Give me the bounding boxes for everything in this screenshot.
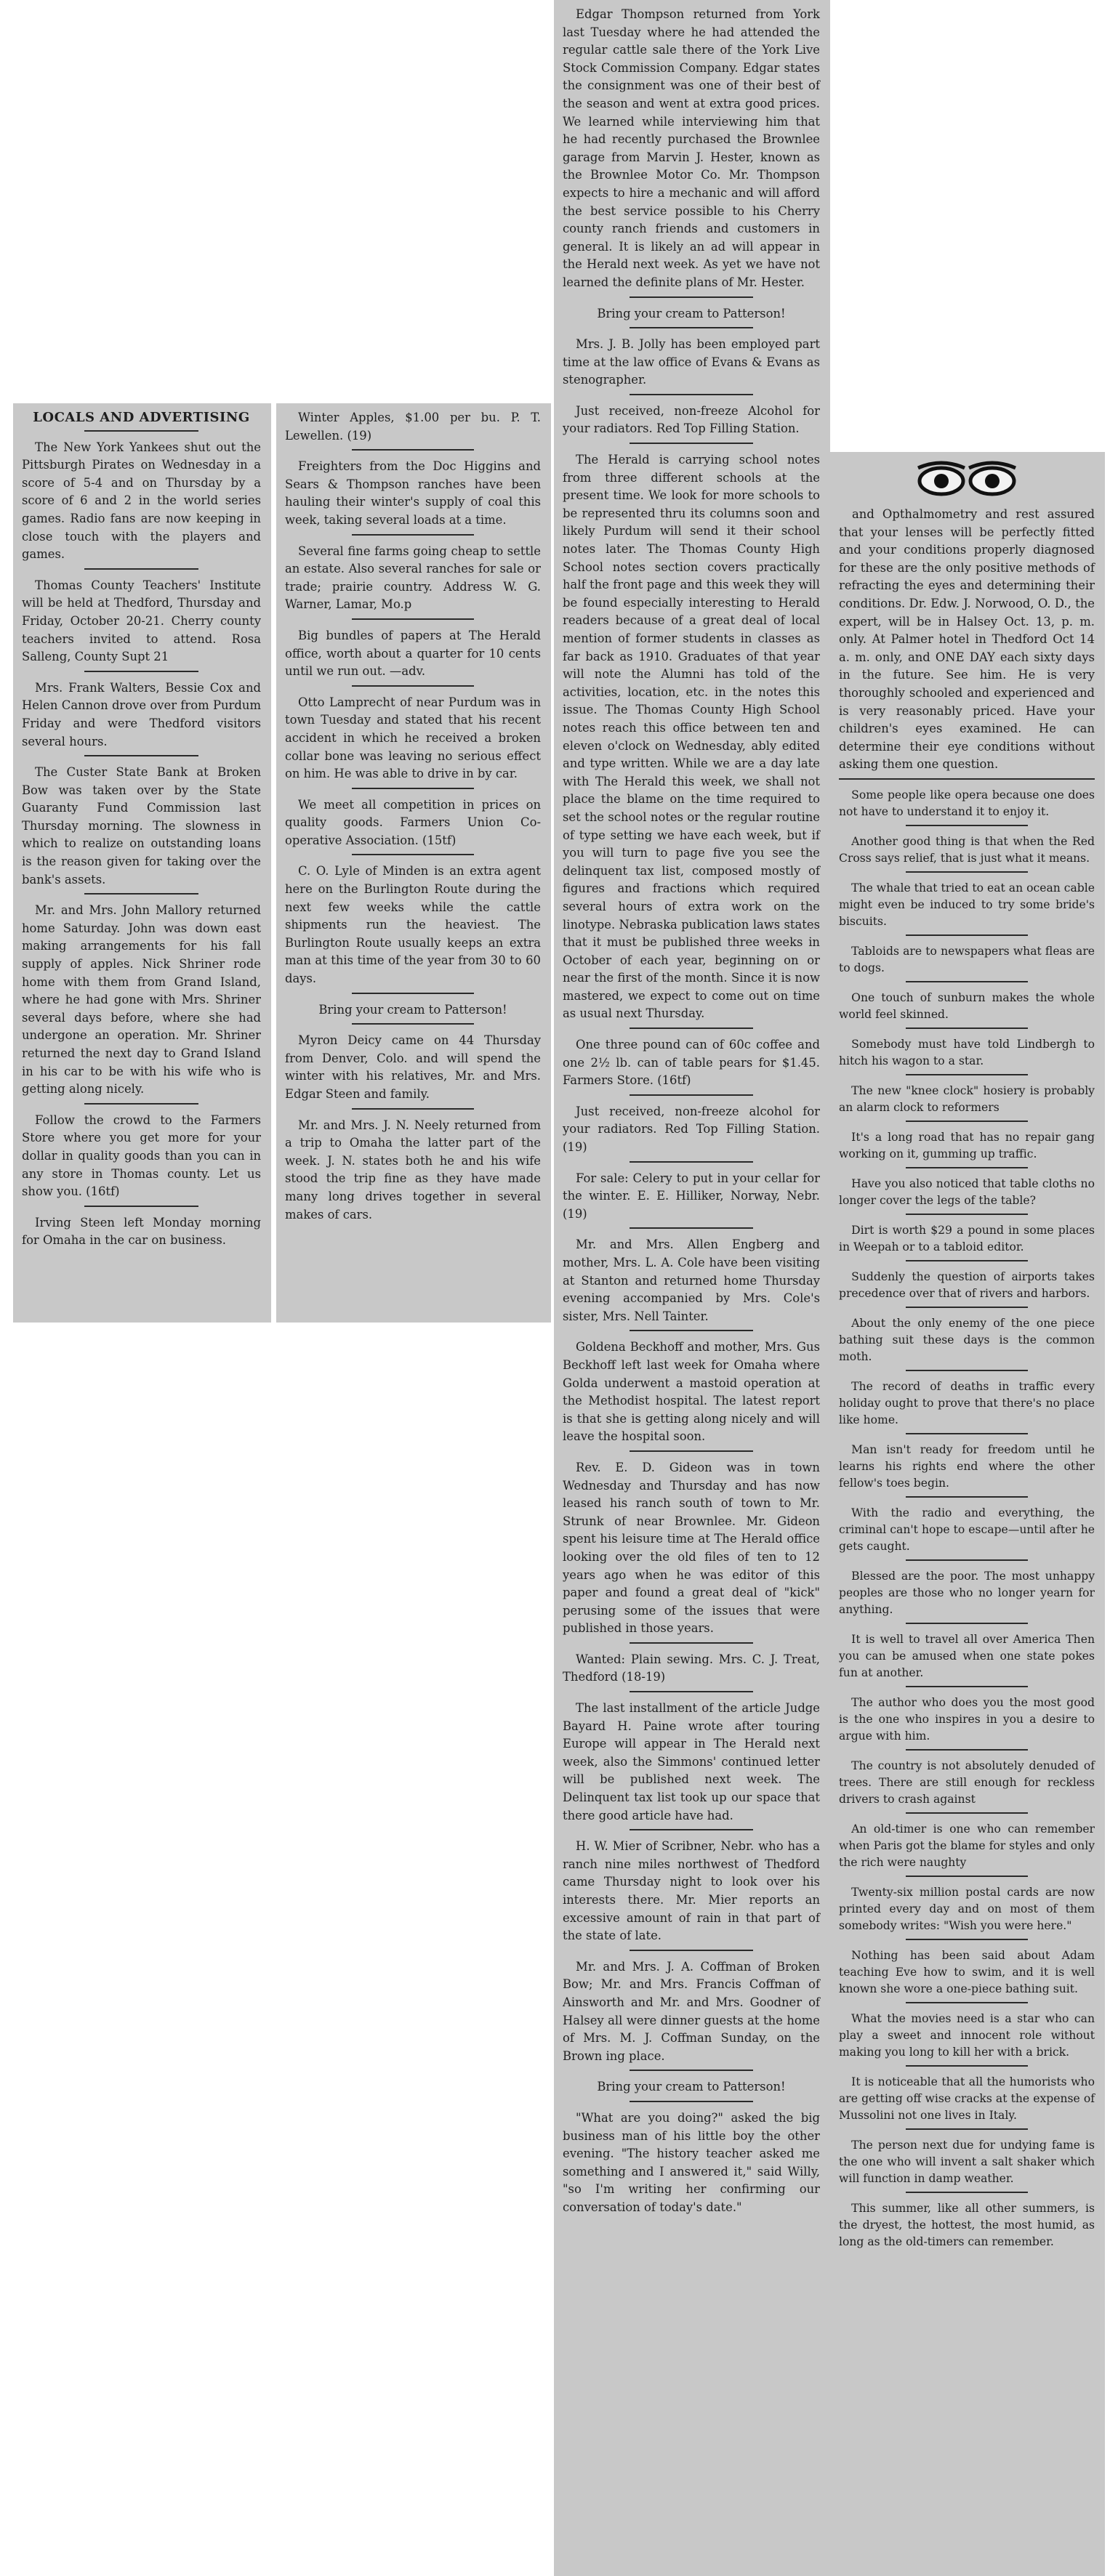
news-item: Goldena Beckhoff and mother, Mrs. Gus Beckhoff left last week for Omaha where Golda underwent a mastoid operation at the Methodist hospital. The latest report is that she is getting along nicely and will leave the hospital soon. (563, 1340, 820, 1444)
joke-item: The person next due for undying fame is the one who will invent a salt shaker which will function in damp weather. (839, 2138, 1095, 2185)
divider (906, 1121, 1029, 1122)
news-item: Wanted: Plain sewing. Mrs. C. J. Treat, Thedford (18-19) (563, 1652, 820, 1684)
divider (906, 1749, 1029, 1751)
news-item: Thomas County Teachers' Institute will be held at Thedford, Thursday and Friday, October 20-21. Cherry county teachers invited to attend. Rosa Salleng, County Supt 21 (22, 578, 261, 664)
divider (906, 1167, 1029, 1168)
news-item: H. W. Mier of Scribner, Nebr. who has a ranch nine miles northwest of Thedford came Thursday night to look over his interests there. Mr. Mier reports an excessive amount of rain in that part of the state of late. (563, 1839, 820, 1943)
news-item: The Custer State Bank at Broken Bow was taken over by the State Guaranty Fund Commission last Thursday morning. The slowness in which to realize on outstanding loans is the reason given for taking over the bank's assets. (22, 765, 261, 887)
cream-notice: Bring your cream to Patterson! (597, 2080, 786, 2094)
divider (84, 671, 199, 672)
eyes-icon (912, 459, 1021, 500)
divider (906, 1260, 1029, 1261)
divider (906, 981, 1029, 982)
divider (906, 1027, 1029, 1029)
divider (630, 394, 753, 395)
column-three (554, 0, 830, 2576)
joke-item: Suddenly the question of airports takes precedence over that of rivers and harbors. (839, 1269, 1095, 1300)
joke-item: What the movies need is a star who can play a sweet and innocent role without making you long to kill her with a brick. (839, 2011, 1095, 2059)
news-item: Follow the crowd to the Farmers Store where you get more for your dollar in quality goods than you can in any store in Thomas county. Let us show you. (16tf) (22, 1113, 261, 1199)
column-two (276, 403, 551, 1323)
divider (630, 2101, 753, 2102)
news-item: Just received, non-freeze Alcohol for your radiators. Red Top Filling Station. (563, 403, 820, 436)
joke-item: Somebody must have told Lindbergh to hitch his wagon to a star. (839, 1037, 1095, 1067)
optometrist-ad: and Opthalmometry and rest assured that your lenses will be perfectly fitted and your conditions properly diagnosed for these are the only positive methods of refracting the eyes and determining their conditions. Dr. Edw. J. Norwood, O. D., the expert, will be in Halsey Oct. 13, p. m. only. At Palmer hotel in Thedford Oct 14 a. m. only, and ONE DAY each sixty days in the future. See him. He is very thoroughly schooled and experienced and is very reasonably priced. Have your children's eyes examined. He can determine their eye conditions without asking them one question. (839, 507, 1095, 772)
joke-item: Tabloids are to newspapers what fleas are to dogs. (839, 944, 1095, 974)
divider (906, 1686, 1029, 1687)
divider (630, 1027, 753, 1029)
cream-notice: Bring your cream to Patterson! (597, 306, 786, 320)
divider (906, 1623, 1029, 1624)
divider (84, 1103, 199, 1105)
news-item: One three pound can of 60c coffee and one 2½ lb. can of table pears for $1.45. Farmers Store. (16tf) (563, 1038, 820, 1088)
divider (630, 1161, 753, 1163)
news-item: Mrs. Frank Walters, Bessie Cox and Helen Cannon drove over from Purdum Friday and were Thedford visitors several hours. (22, 680, 261, 748)
joke-item: Blessed are the poor. The most unhappy peoples are those who no longer yearn for anything. (839, 1569, 1095, 1616)
joke-item: This summer, like all other summers, is the dryest, the hottest, the most humid, as long as the old-timers can remember. (839, 2201, 1095, 2248)
news-item: The New York Yankees shut out the Pittsburgh Pirates on Wednesday in a score of 5-4 and on Thursday by a score of 6 and 2 in the world series games. Radio fans are now keeping in close touch with the players and games. (22, 440, 261, 562)
news-item: Myron Deicy came on 44 Thursday from Denver, Colo. and will spend the winter with his relatives, Mr. and Mrs. Edgar Steen and family. (285, 1033, 541, 1101)
cream-notice: Bring your cream to Patterson! (318, 1002, 507, 1017)
joke-item: Some people like opera because one does not have to understand it to enjoy it. (839, 788, 1095, 818)
divider (630, 443, 753, 444)
divider (906, 1812, 1029, 1814)
divider (839, 778, 1095, 780)
divider (906, 1939, 1029, 1940)
joke-item: One touch of sunburn makes the whole world feel skinned. (839, 990, 1095, 1021)
joke-item: It's a long road that has no repair gang working on it, gumming up traffic. (839, 1130, 1095, 1160)
jokes-list (839, 787, 1095, 2250)
news-item: Rev. E. D. Gideon was in town Wednesday and Thursday and has now leased his ranch south of town to Mr. Strunk of near Brownlee. Mr. Gideon spent his leisure time at The Herald office looking over the old files of ten to 12 years ago when he was editor of this paper and found a great deal of "kick" perusing some of the issues that were published in those years. (563, 1460, 820, 1636)
news-item: Otto Lamprecht of near Purdum was in town Tuesday and stated that his recent accident in which he received a broken collar bone was leaving no serious effect on him. He was able to drive in by car. (285, 695, 541, 781)
section-heading: LOCALS AND ADVERTISING (33, 410, 250, 425)
divider (630, 1691, 753, 1692)
divider (906, 1496, 1029, 1498)
divider (630, 1094, 753, 1096)
divider (352, 1023, 475, 1025)
divider (906, 871, 1029, 873)
news-item: "What are you doing?" asked the big business man of his little boy the other evening. "The history teacher asked me something and I answered it," said Willy, "so I'm writing her confirming our conversation of today's date." (563, 2110, 820, 2214)
joke-item: The country is not absolutely denuded of trees. There are still enough for reckless drivers to crash against (839, 1759, 1095, 1806)
divider (906, 1433, 1029, 1434)
divider (630, 1950, 753, 1951)
divider (630, 1642, 753, 1644)
divider (630, 1330, 753, 1331)
news-item: Mr. and Mrs. John Mallory returned home Saturday. John was down east making arrangements for his fall supply of apples. Nick Shriner rode home with them from Grand Island, where he had gone with Mrs. Shriner several days before, where she had undergone an operation. Mr. Shriner returned the next day to Grand Island in his car to be with his wife who is getting along nicely. (22, 903, 261, 1097)
joke-item: The whale that tried to eat an ocean cable might even be induced to try some bride's biscuits. (839, 881, 1095, 928)
joke-item: Nothing has been said about Adam teaching Eve how to swim, and it is well known she wore a one-piece bathing suit. (839, 1948, 1095, 1995)
divider (906, 2128, 1029, 2130)
news-item: Freighters from the Doc Higgins and Sears & Thompson ranches have been hauling their winter's supply of coal this week, taking several loads at a time. (285, 459, 541, 527)
news-item: Irving Steen left Monday morning for Omaha in the car on business. (22, 1215, 261, 1248)
news-item: We meet all competition in prices on quality goods. Farmers Union Co-operative Association. (15tf) (285, 797, 541, 847)
news-item: Several fine farms going cheap to settle an estate. Also several ranches for sale or trade; prairie country. Address W. G. Warner, Lamar, Mo.p (285, 544, 541, 612)
divider (906, 1074, 1029, 1075)
divider (630, 1227, 753, 1229)
divider (906, 2002, 1029, 2003)
joke-item: It is well to travel all over America Then you can be amused when one state pokes fun at another. (839, 1632, 1095, 1679)
column-four (830, 452, 1105, 2576)
news-item: Just received, non-freeze alcohol for your radiators. Red Top Filling Station. (19) (563, 1104, 820, 1155)
divider (906, 2192, 1029, 2193)
news-item: Edgar Thompson returned from York last Tuesday where he had attended the regular cattle sale there of the York Live Stock Commission Company. Edgar states the consignment was one of their best of the season and went at extra good prices. We learned while interviewing him that he had recently purchased the Brownlee garage from Marvin J. Hester, known as the Brownlee Motor Co. Mr. Thompson expects to hire a mechanic and will afford the best service possible to his Cherry county ranch friends and customers in general. It is likely an ad will appear in the Herald next week. As yet we have not learned the definite plans of Mr. Hester. (563, 7, 820, 289)
divider (352, 449, 475, 451)
divider (906, 1559, 1029, 1561)
joke-item: The new "knee clock" hosiery is probably an alarm clock to reformers (839, 1083, 1095, 1114)
divider (84, 893, 199, 895)
divider (630, 296, 753, 298)
news-item: For sale: Celery to put in your cellar for the winter. E. E. Hilliker, Norway, Nebr. (19) (563, 1171, 820, 1221)
divider (352, 685, 475, 687)
news-item: Mr. and Mrs. Allen Engberg and mother, Mrs. L. A. Cole have been visiting at Stanton and returned home Thursday evening accompanied by Mrs. Cole's sister, Mrs. Nell Tainter. (563, 1237, 820, 1323)
news-item: Winter Apples, $1.00 per bu. P. T. Lewellen. (19) (285, 411, 541, 443)
divider (352, 788, 475, 789)
joke-item: Twenty-six million postal cards are now printed every day and on most of them somebody writes: "Wish you were here." (839, 1885, 1095, 1932)
divider (352, 854, 475, 855)
joke-item: Dirt is worth $29 a pound in some places in Weepah or to a tabloid editor. (839, 1223, 1095, 1253)
divider (630, 327, 753, 328)
divider (906, 1214, 1029, 1215)
divider (906, 934, 1029, 936)
divider (630, 2070, 753, 2071)
joke-item: The author who does you the most good is the one who inspires in you a desire to argue with him. (839, 1695, 1095, 1743)
joke-item: An old-timer is one who can remember when Paris got the blame for styles and only the rich were naughty (839, 1822, 1095, 1869)
news-item: Mr. and Mrs. J. A. Coffman of Broken Bow; Mr. and Mrs. Francis Coffman of Ainsworth and Mr. and Mrs. Goodner of Halsey all were dinner guests at the home of Mrs. M. J. Coffman Sunday, on the Brown ing place. (563, 1959, 820, 2063)
joke-item: It is noticeable that all the humorists who are getting off wise cracks at the expense of Mussolini not one lives in Italy. (839, 2075, 1095, 2122)
news-item: Mrs. J. B. Jolly has been employed part time at the law office of Evans & Evans as stenographer. (563, 337, 820, 387)
divider (906, 1370, 1029, 1371)
joke-item: Have you also noticed that table cloths no longer cover the legs of the table? (839, 1176, 1095, 1207)
divider (630, 1450, 753, 1452)
divider (352, 1108, 475, 1110)
divider (352, 534, 475, 536)
divider (630, 1829, 753, 1830)
divider (84, 568, 199, 570)
divider (352, 618, 475, 620)
joke-item: With the radio and everything, the criminal can't hope to escape—until after he gets caught. (839, 1506, 1095, 1553)
divider (352, 993, 475, 994)
divider (906, 1307, 1029, 1308)
divider (906, 825, 1029, 826)
divider (906, 2065, 1029, 2067)
divider (84, 755, 199, 756)
joke-item: About the only enemy of the one piece bathing suit these days is the common moth. (839, 1316, 1095, 1363)
divider (84, 1206, 199, 1207)
joke-item: Man isn't ready for freedom until he learns his rights end where the other fellow's toes begin. (839, 1442, 1095, 1490)
divider (906, 1876, 1029, 1877)
news-item: Mr. and Mrs. J. N. Neely returned from a trip to Omaha the latter part of the week. J. N. states both he and his wife stood the trip fine as they have made many long drives together in several makes of cars. (285, 1118, 541, 1222)
divider (84, 430, 199, 432)
column-locals (13, 403, 271, 1323)
news-item: The Herald is carrying school notes from three different schools at the present time. We look for more schools to be represented thru its columns soon and likely Purdum will send it their school notes later. The Thomas County High School notes section covers practically half the front page and this week they will be found especially interesting to Herald readers because of a great deal of local mention of former students in classes as far back as 1910. Graduates of that year will note the Alumni has told of the activities, location, etc. in the notes this issue. The Thomas County High School notes reach this office between ten and eleven o'clock on Wednesday, ably edited and type written. While we are a day late with The Herald this week, we shall not place the blame on the time required to set the school notes or the regular routine of type setting we have each week, but if you will turn to page five you see the delinquent tax list, composed mostly of figures and fractions which required several hours of extra work on the linotype. Nebraska publication laws states that it must be published three weeks in October of each year, beginning on or near the first of the month. Since it is now mastered, we expect to come out on time as usual next Thursday. (563, 453, 820, 1021)
joke-item: The record of deaths in traffic every holiday ought to prove that there's no place like home. (839, 1379, 1095, 1426)
news-item: The last installment of the article Judge Bayard H. Paine wrote after touring Europe will appear in The Herald next week, also the Simmons' continued letter will be published next week. The Delinquent tax list took up our space that there good article have had. (563, 1701, 820, 1822)
news-item: Big bundles of papers at The Herald office, worth about a quarter for 10 cents until we run out. —adv. (285, 628, 541, 679)
joke-item: Another good thing is that when the Red Cross says relief, that is just what it means. (839, 834, 1095, 865)
news-item: C. O. Lyle of Minden is an extra agent here on the Burlington Route during the next few weeks while the cattle shipments run the heaviest. The Burlington Route usually keeps an extra man at this time of the year from 30 to 60 days. (285, 864, 541, 986)
